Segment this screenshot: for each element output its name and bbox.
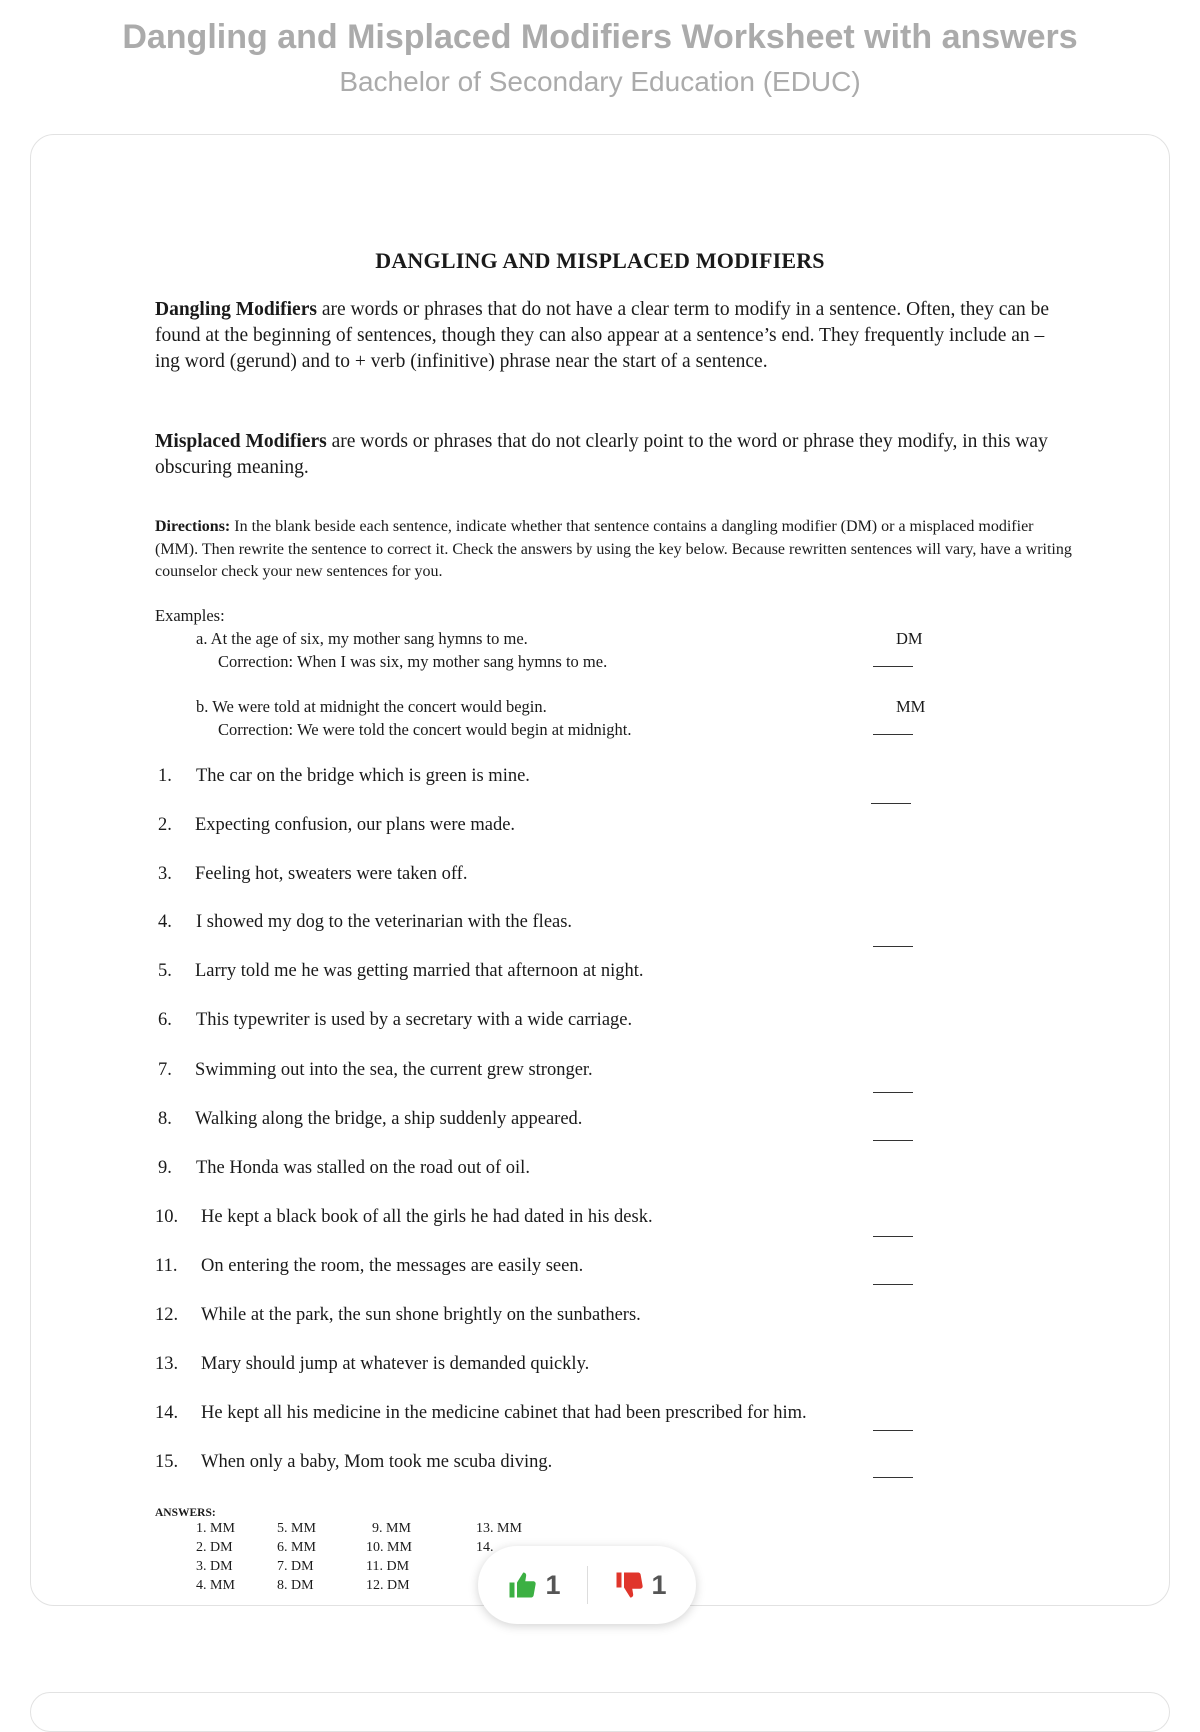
answer-blank <box>873 1140 913 1141</box>
example-b-sentence: b. We were told at midnight the concert would begin. <box>196 697 547 716</box>
downvote-button[interactable] <box>614 1570 667 1601</box>
downvote-count: 1 <box>651 1569 667 1600</box>
answer-key-item: 14. <box>476 1540 494 1555</box>
question-text: The car on the bridge which is green is mine. <box>196 766 530 786</box>
question-11 <box>155 1256 583 1277</box>
answer-key-item: 5. MM <box>277 1521 316 1536</box>
question-13 <box>155 1354 589 1375</box>
example-a-correction: Correction: When I was six, my mother sang hymns to me. <box>218 652 608 671</box>
answer-key-item: 12. DM <box>366 1578 410 1593</box>
answers-label: ANSWERS: <box>155 1507 216 1519</box>
answer-blank <box>873 666 913 667</box>
example-b-correction: Correction: We were told the concert would begin at midnight. <box>218 720 632 739</box>
question-1 <box>158 766 530 787</box>
question-number: 8. <box>158 1109 172 1129</box>
answer-key-item: 2. DM <box>196 1540 233 1555</box>
answer-key-item: 11. DM <box>366 1559 410 1574</box>
misplaced-term: Misplaced Modifiers <box>155 431 327 452</box>
question-number: 9. <box>158 1158 172 1178</box>
question-15 <box>155 1452 552 1473</box>
question-text: While at the park, the sun shone brightly on the sunbathers. <box>201 1305 641 1325</box>
question-text: Larry told me he was getting married that afternoon at night. <box>195 961 644 981</box>
upvote-count: 1 <box>545 1569 561 1600</box>
answer-key-item: 13. MM <box>476 1521 522 1536</box>
answer-key-item: 3. DM <box>196 1559 233 1574</box>
question-text: The Honda was stalled on the road out of oil. <box>196 1158 530 1178</box>
question-12 <box>155 1305 641 1326</box>
question-number: 1. <box>158 766 172 786</box>
example-b-answer: MM <box>896 697 926 716</box>
answer-blank <box>873 1477 913 1478</box>
answer-blank <box>873 946 913 947</box>
question-number: 13. <box>155 1354 179 1374</box>
question-text: He kept all his medicine in the medicine cabinet that had been prescribed for him. <box>201 1403 807 1423</box>
thumbs-up-icon <box>507 1570 537 1600</box>
dangling-term: Dangling Modifiers <box>155 299 317 320</box>
question-text: When only a baby, Mom took me scuba diving. <box>201 1452 553 1472</box>
misplaced-definition <box>155 429 1060 481</box>
question-text: Swimming out into the sea, the current grew stronger. <box>195 1060 593 1080</box>
question-number: 7. <box>158 1060 172 1080</box>
question-3 <box>158 864 467 885</box>
next-page-card <box>30 1692 1170 1732</box>
answer-key-item: 6. MM <box>277 1540 316 1555</box>
directions-label: Directions: <box>155 518 231 535</box>
answer-key-item: 1. MM <box>196 1521 235 1536</box>
worksheet-heading: DANGLING AND MISPLACED MODIFIERS <box>375 248 825 273</box>
question-number: 12. <box>155 1305 179 1325</box>
directions-text: In the blank beside each sentence, indicate whether that sentence contains a dangling modifier (DM) or a misplaced modifier (MM). Then rewrite the sentence to correct it. Check the answers by using the key below. Because rewritten sentences will vary, have a writing counselor check your new sentences for you. <box>155 518 1072 580</box>
question-number: 14. <box>155 1403 179 1423</box>
question-10 <box>155 1207 653 1228</box>
question-number: 4. <box>158 912 172 932</box>
directions <box>155 516 1075 584</box>
question-number: 5. <box>158 961 172 981</box>
dangling-text: are words or phrases that do not have a clear term to modify in a sentence. Often, they can be found at the beginning of sentences, though they can also appear at a sentence’s end. They frequently include an –ing word (gerund) and to + verb (infinitive) phrase near the start of a sentence. <box>155 299 1050 372</box>
question-text: I showed my dog to the veterinarian with the fleas. <box>196 912 573 932</box>
question-text: Expecting confusion, our plans were made. <box>195 815 516 835</box>
question-number: 11. <box>155 1256 178 1276</box>
question-number: 10. <box>155 1207 179 1227</box>
question-text: He kept a black book of all the girls he had dated in his desk. <box>201 1207 653 1227</box>
answer-blank <box>873 1284 913 1285</box>
question-number: 2. <box>158 815 172 835</box>
question-8 <box>158 1109 582 1130</box>
question-text: Walking along the bridge, a ship suddenly appeared. <box>195 1109 583 1129</box>
question-6 <box>158 1010 632 1031</box>
dangling-definition <box>155 297 1060 375</box>
answer-blank <box>873 1236 913 1237</box>
question-text: On entering the room, the messages are easily seen. <box>201 1256 584 1276</box>
question-5 <box>158 961 643 982</box>
thumbs-down-icon <box>614 1570 644 1600</box>
answer-blank <box>871 803 911 804</box>
question-number: 15. <box>155 1452 179 1472</box>
document-title: Dangling and Misplaced Modifiers Worksheet with answers <box>122 18 1078 56</box>
question-4 <box>158 912 572 933</box>
example-a-answer: DM <box>896 629 923 648</box>
course-subtitle[interactable]: Bachelor of Secondary Education (EDUC) <box>339 66 861 97</box>
answer-key-item: 4. MM <box>196 1578 235 1593</box>
upvote-button[interactable] <box>507 1570 560 1601</box>
misplaced-text: are words or phrases that do not clearly point to the word or phrase they modify, in this way obscuring meaning. <box>155 431 1048 478</box>
vote-divider <box>587 1566 588 1604</box>
answer-key-item: 7. DM <box>277 1559 314 1574</box>
question-text: Mary should jump at whatever is demanded quickly. <box>201 1354 590 1374</box>
question-7 <box>158 1060 593 1081</box>
examples-label: Examples: <box>155 606 225 625</box>
answer-blank <box>873 734 913 735</box>
answer-key-item: 8. DM <box>277 1578 314 1593</box>
example-a-sentence: a. At the age of six, my mother sang hymns to me. <box>196 629 528 648</box>
answer-key-item: 10. MM <box>366 1540 412 1555</box>
question-text: Feeling hot, sweaters were taken off. <box>195 864 468 884</box>
question-number: 3. <box>158 864 172 884</box>
vote-widget <box>478 1546 696 1624</box>
question-text: This typewriter is used by a secretary with a wide carriage. <box>196 1010 633 1030</box>
answer-key-item: 9. MM <box>372 1521 411 1536</box>
question-14 <box>155 1403 807 1424</box>
answer-blank <box>873 1430 913 1431</box>
answer-blank <box>873 1092 913 1093</box>
question-9 <box>158 1158 530 1179</box>
question-number: 6. <box>158 1010 172 1030</box>
question-2 <box>158 815 515 836</box>
